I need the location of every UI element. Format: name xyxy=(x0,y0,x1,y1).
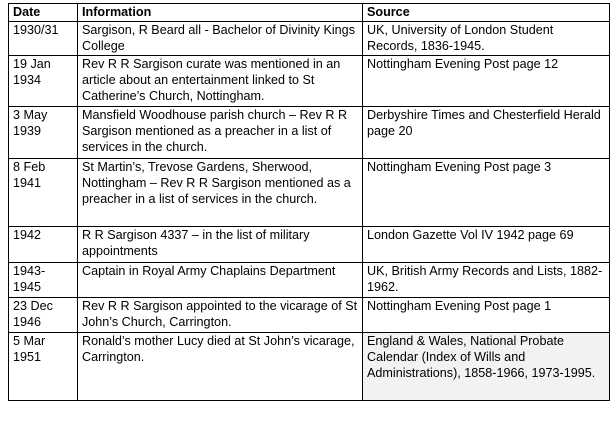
table-row xyxy=(9,107,610,159)
header-row xyxy=(9,4,610,22)
header-source: Source xyxy=(363,4,610,22)
date-cell: 19 Jan 1934 xyxy=(9,56,78,107)
table-row xyxy=(9,227,610,263)
table-row xyxy=(9,298,610,333)
date-cell: 1942 xyxy=(9,227,78,263)
information-cell: St Martin’s, Trevose Gardens, Sherwood, Nottingham – Rev R R Sargison mentioned as a preacher in a list of services in the church. xyxy=(78,159,363,227)
table-row xyxy=(9,22,610,56)
information-cell: Sargison, R Beard all - Bachelor of Divinity Kings College xyxy=(78,22,363,56)
source-cell: Nottingham Evening Post page 1 xyxy=(363,298,610,333)
date-cell: 5 Mar 1951 xyxy=(9,333,78,401)
date-cell: 1930/31 xyxy=(9,22,78,56)
information-cell: Rev R R Sargison curate was mentioned in an article about an entertainment linked to St Catherine’s Church, Nottingham. xyxy=(78,56,363,107)
source-cell: Nottingham Evening Post page 12 xyxy=(363,56,610,107)
date-cell: 3 May 1939 xyxy=(9,107,78,159)
information-cell: R R Sargison 4337 – in the list of military appointments xyxy=(78,227,363,263)
information-cell: Captain in Royal Army Chaplains Department xyxy=(78,263,363,298)
date-cell: 8 Feb 1941 xyxy=(9,159,78,227)
information-cell: Mansfield Woodhouse parish church – Rev R R Sargison mentioned as a preacher in a list of services in the church. xyxy=(78,107,363,159)
source-cell: Derbyshire Times and Chesterfield Herald page 20 xyxy=(363,107,610,159)
source-cell: UK, University of London Student Records, 1836-1945. xyxy=(363,22,610,56)
information-cell: Ronald’s mother Lucy died at St John’s vicarage, Carrington. xyxy=(78,333,363,401)
information-cell: Rev R R Sargison appointed to the vicarage of St John’s Church, Carrington. xyxy=(78,298,363,333)
table-row xyxy=(9,56,610,107)
source-cell: London Gazette Vol IV 1942 page 69 xyxy=(363,227,610,263)
records-table xyxy=(8,3,610,401)
header-information: Information xyxy=(78,4,363,22)
date-cell: 1943-1945 xyxy=(9,263,78,298)
date-cell: 23 Dec 1946 xyxy=(9,298,78,333)
source-cell: Nottingham Evening Post page 3 xyxy=(363,159,610,227)
source-cell: UK, British Army Records and Lists, 1882-1962. xyxy=(363,263,610,298)
table-row xyxy=(9,263,610,298)
source-cell: England & Wales, National Probate Calendar (Index of Wills and Administrations), 1858-1966, 1973-1995. xyxy=(363,333,610,401)
header-date: Date xyxy=(9,4,78,22)
table-row xyxy=(9,333,610,401)
table-row xyxy=(9,159,610,227)
